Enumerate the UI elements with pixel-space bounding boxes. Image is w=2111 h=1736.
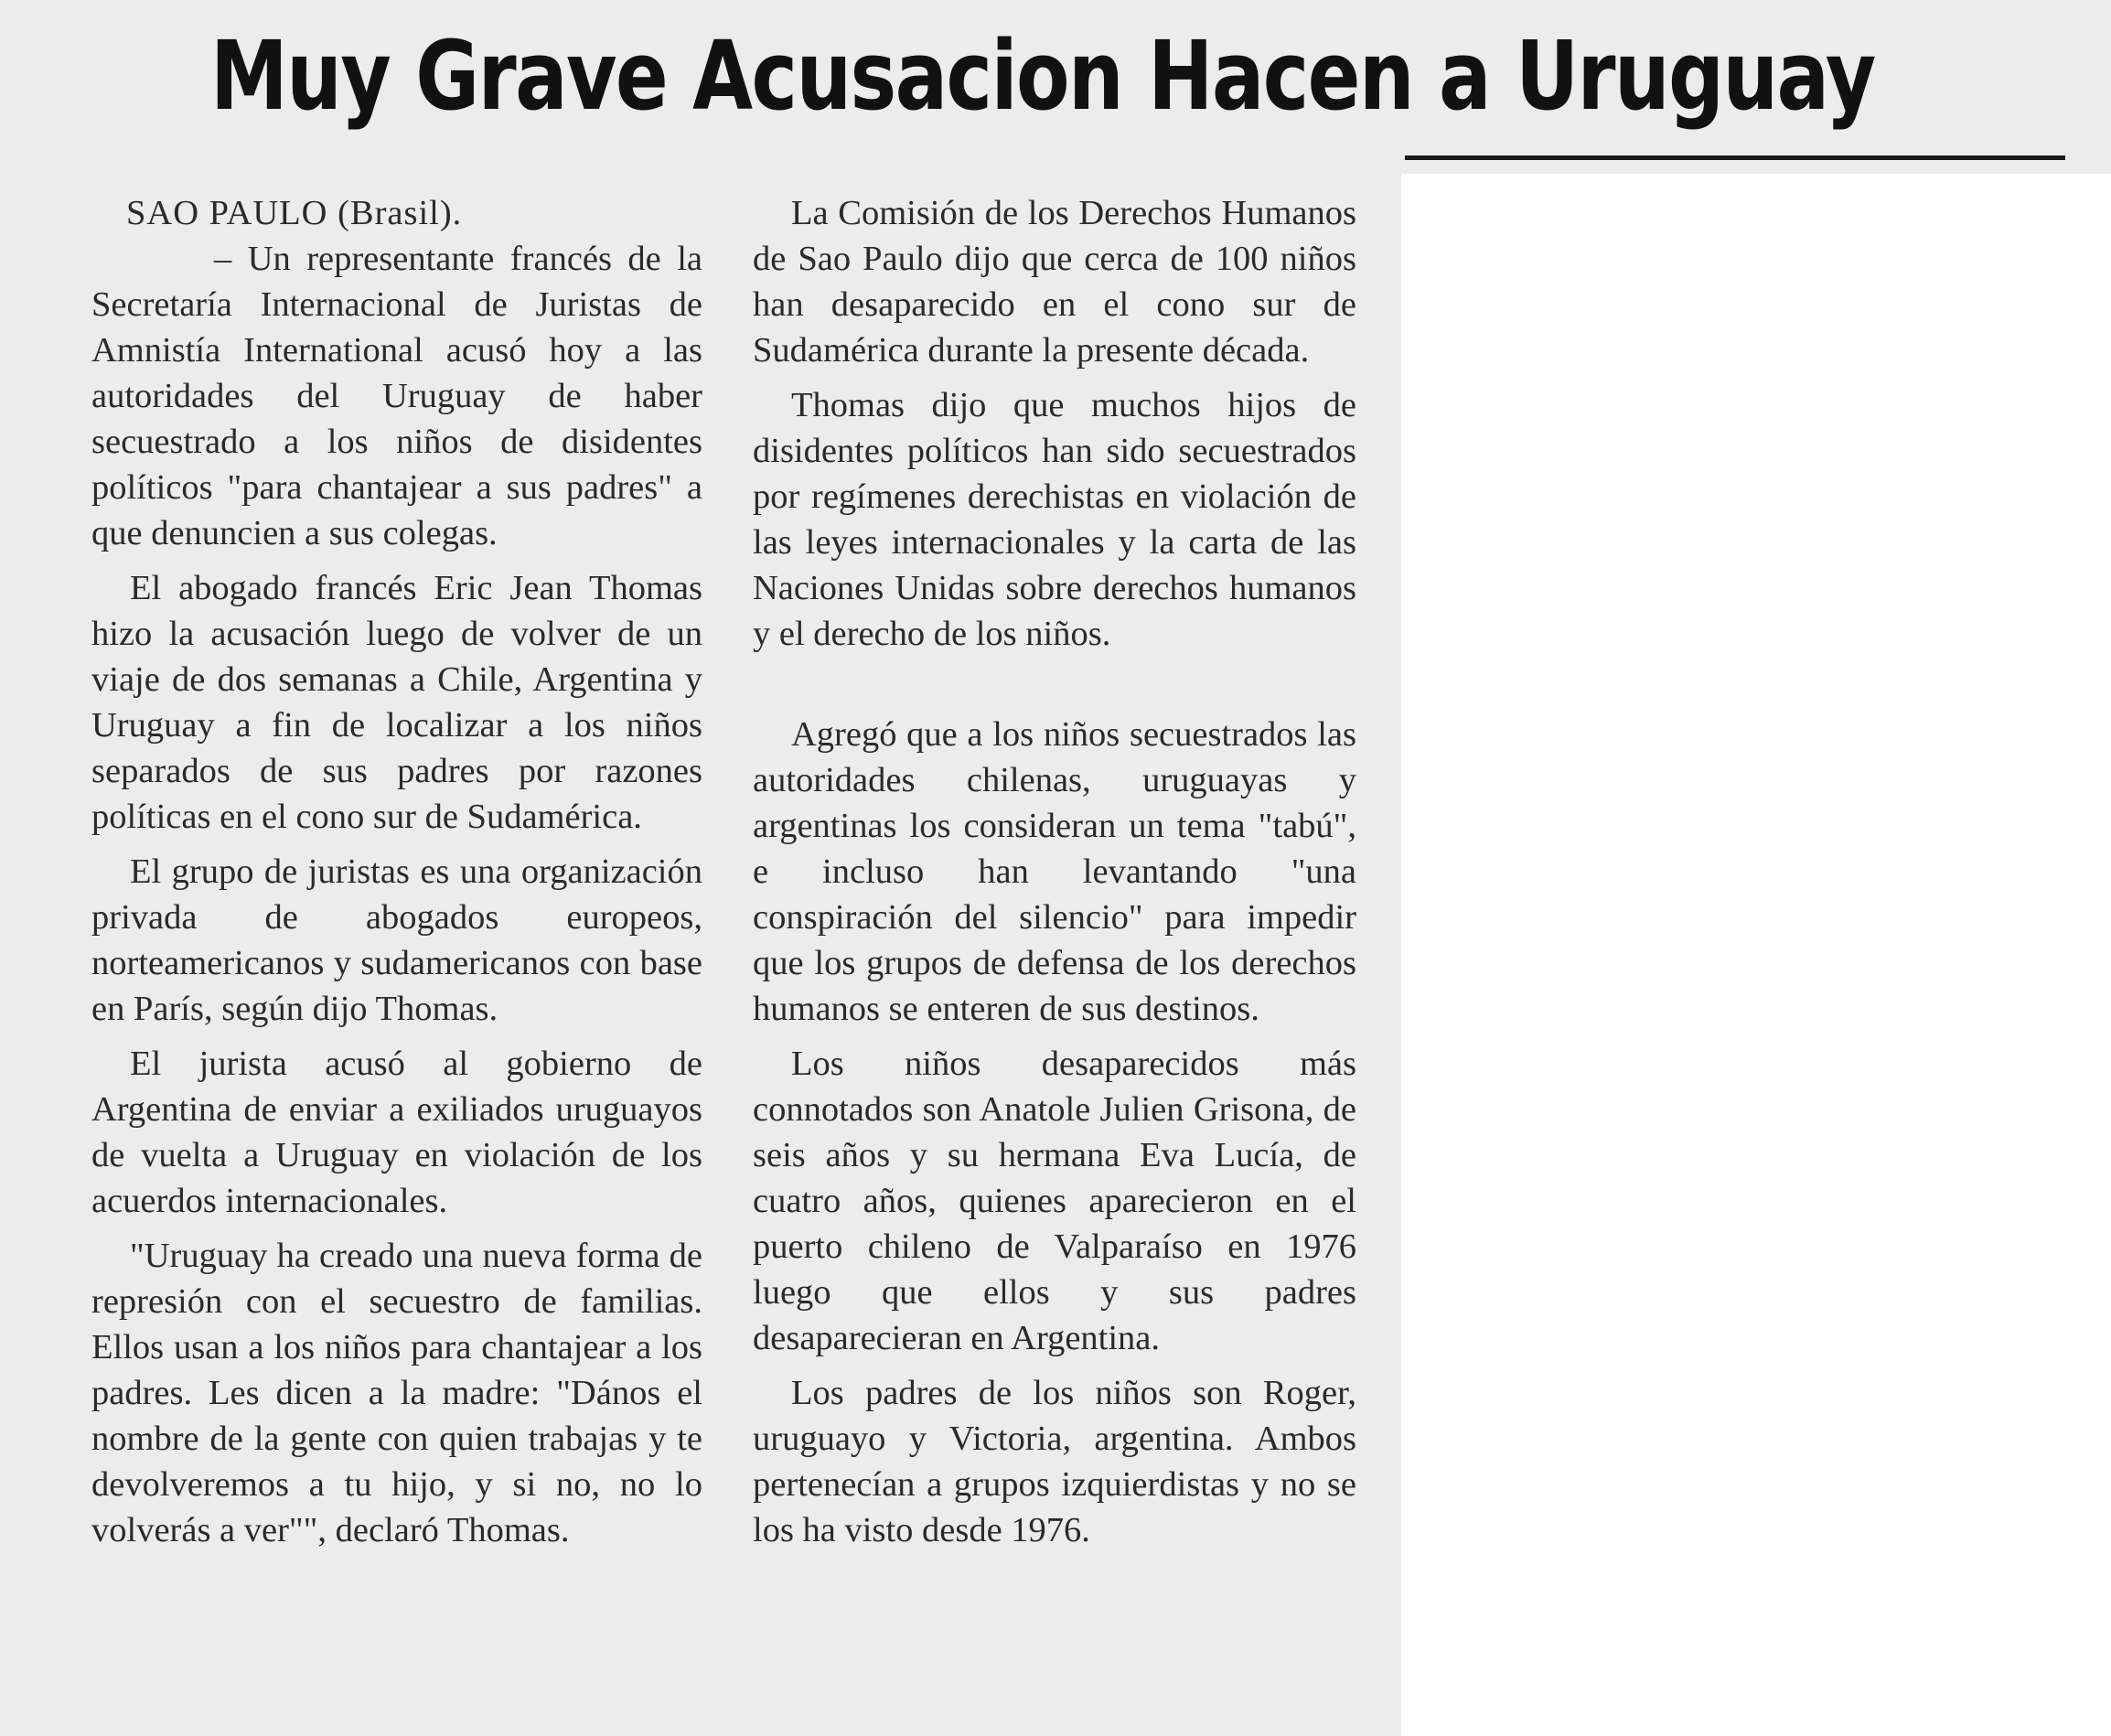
article-paragraph: Los padres de los niños son Roger, uruguayo y Victoria, argentina. Ambos pertenecían a grupos izquierdistas y no se los ha visto desde 1976. bbox=[753, 1374, 1356, 1549]
article-headline: Muy Grave Acusacion Hacen a Uruguay bbox=[210, 20, 1875, 132]
article-column-2 bbox=[753, 190, 1356, 1562]
article-paragraph: El grupo de juristas es una organización privada de abogados europeos, norteamericanos y sudamericanos con base en París, según dijo Thomas. bbox=[91, 852, 702, 1028]
article-paragraph: – Un representante francés de la Secretaría Internacional de Juristas de Amnistía International acusó hoy a las autoridades del Uruguay de haber secuestrado a los niños de disidentes políticos "para chantajear a sus padres" a que denuncien a sus colegas. bbox=[91, 240, 702, 552]
article-paragraph: "Uruguay ha creado una nueva forma de represión con el secuestro de familias. Ellos usan a los niños para chantajear a los padres. Les dicen a la madre: "Dános el nombre de la gente con quien trabajas y te devolveremos a tu hijo, y si no, no lo volverás a ver"", declaró Thomas. bbox=[91, 1237, 702, 1549]
article-paragraph: La Comisión de los Derechos Humanos de Sao Paulo dijo que cerca de 100 niños han desaparecido en el cono sur de Sudamérica durante la presente década. bbox=[753, 194, 1356, 370]
article-dateline: SAO PAULO (Brasil). bbox=[126, 194, 463, 232]
headline-rule bbox=[1405, 155, 2065, 160]
article-paragraph: Thomas dijo que muchos hijos de disidentes políticos han sido secuestrados por regímenes derechistas en violación de las leyes internacionales y la carta de las Naciones Unidas sobre derechos humanos y el derecho de los niños. bbox=[753, 386, 1356, 653]
article-paragraph: El abogado francés Eric Jean Thomas hizo la acusación luego de volver de un viaje de dos semanas a Chile, Argentina y Uruguay a fin de localizar a los niños separados de sus padres por razones políticas en el cono sur de Sudamérica. bbox=[91, 569, 702, 836]
article-paragraph: Los niños desaparecidos más connotados son Anatole Julien Grisona, de seis años y su hermana Eva Lucía, de cuatro años, quienes aparecieron en el puerto chileno de Valparaíso en 1976 luego que ellos y sus padres desaparecieran en Argentina. bbox=[753, 1045, 1356, 1357]
article-paragraph: El jurista acusó al gobierno de Argentina de enviar a exiliados uruguayos de vuelta a Uruguay en violación de los acuerdos internacionales. bbox=[91, 1045, 702, 1220]
article-paragraph: Agregó que a los niños secuestrados las autoridades chilenas, uruguayas y argentinas los consideran un tema "tabú", e incluso han levantando "una conspiración del silencio" para impedir que los grupos de defensa de los derechos humanos se enteren de sus destinos. bbox=[753, 715, 1356, 1028]
article-column-1 bbox=[91, 190, 702, 1562]
